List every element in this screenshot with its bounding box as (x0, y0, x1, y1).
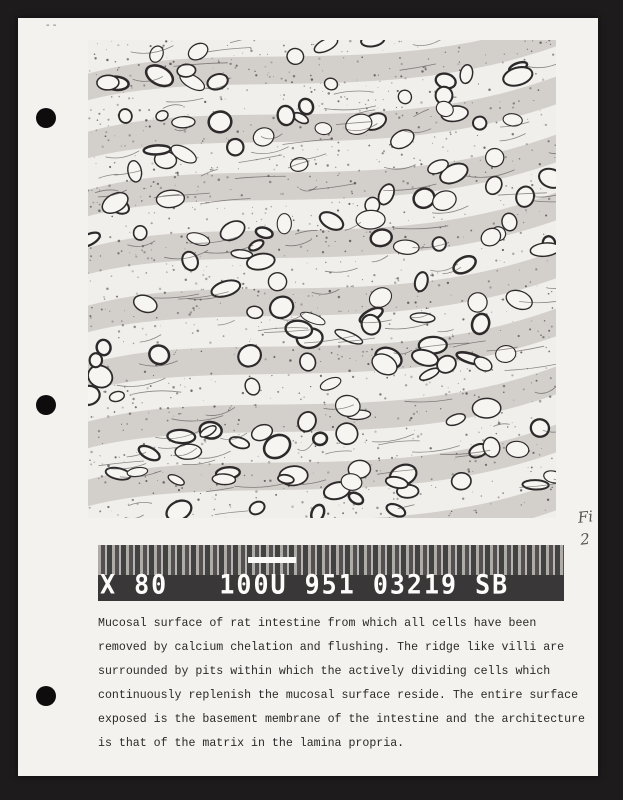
caption-line: exposed is the basement membrane of the intestine and the architecture (98, 713, 586, 726)
caption-line: continuously replenish the mucosal surface reside. The entire surface (98, 689, 579, 702)
document-page (18, 18, 598, 776)
electron-micrograph (88, 40, 556, 518)
caption-line: removed by calcium chelation and flushing. The ridge like villi are (98, 641, 565, 654)
figure-caption (98, 612, 586, 756)
corner-mark: - - (46, 20, 57, 31)
scale-bar-label: X 80 100U 951 03219 SB (100, 569, 510, 600)
micrograph-image (88, 40, 556, 518)
caption-line: surrounded by pits within which the actively dividing cells which (98, 665, 551, 678)
caption-line: is that of the matrix in the lamina propria. (98, 737, 405, 750)
binder-hole-top (36, 108, 56, 128)
binder-hole-bottom (36, 686, 56, 706)
binder-hole-middle (36, 395, 56, 415)
micrograph-texture (88, 40, 556, 518)
scale-bar-strip (98, 545, 564, 601)
handwritten-figure-note (577, 505, 597, 550)
caption-line: Mucosal surface of rat intestine from which all cells have been (98, 617, 537, 630)
note-line: 2 (579, 529, 591, 549)
scale-bar-marker (248, 557, 296, 563)
note-line: Fi (576, 507, 594, 527)
